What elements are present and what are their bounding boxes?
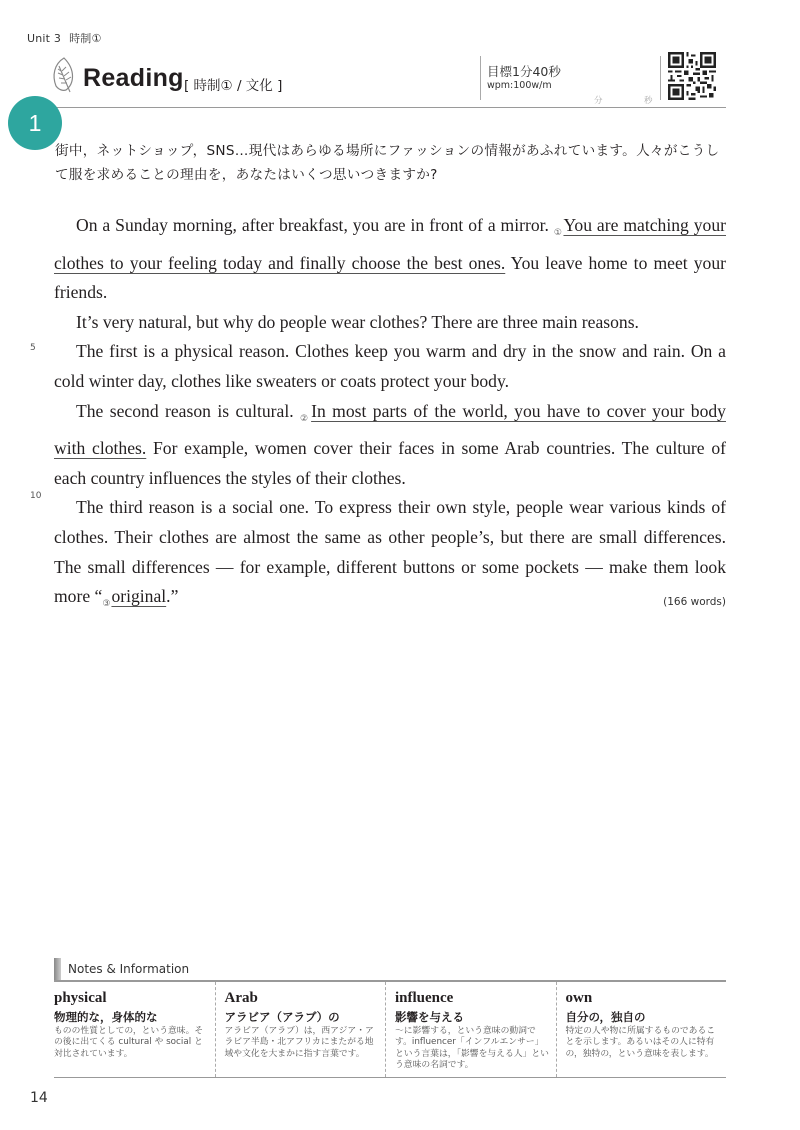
minutes-label: 分 bbox=[594, 96, 603, 106]
reading-title: Reading bbox=[83, 64, 184, 92]
underlined-word-3: original bbox=[111, 586, 167, 607]
note-word: Arab bbox=[224, 989, 258, 1006]
underlined-sentence-2: In most parts of the world, you have to cover your body with clothes. bbox=[54, 400, 726, 459]
unit-topic: 時制① bbox=[69, 32, 102, 45]
note-item bbox=[54, 982, 216, 1077]
target-wpm: wpm:100w/m bbox=[487, 80, 552, 91]
reading-subtitle: [ 時制① / 文化 ] bbox=[184, 78, 283, 94]
note-item bbox=[386, 982, 557, 1077]
note-gloss: 自分の，独自の bbox=[565, 1009, 646, 1024]
leaf-icon bbox=[50, 56, 78, 96]
note-word: physical bbox=[54, 989, 107, 1006]
target-time-box bbox=[480, 56, 660, 106]
target-time: 目標1分40秒 bbox=[487, 64, 561, 79]
note-description: 特定の人や物に所属するものであることを示します。あるいはその人に特有の，独特の，という意味を表します。 bbox=[565, 1025, 716, 1059]
note-description: アラビア（アラブ）は，西アジア・アラビア半島・北アフリカにまたがる地域や文化を大まかに指す言葉です。 bbox=[224, 1025, 374, 1059]
unit-number: Unit 3 bbox=[27, 32, 62, 45]
note-item bbox=[216, 982, 387, 1077]
qr-separator bbox=[660, 56, 661, 100]
notes-grid bbox=[54, 982, 726, 1078]
section-number-badge: 1 bbox=[8, 96, 62, 150]
paragraph-3: The first is a physical reason. Clothes keep you warm and dry in the snow and rain. On a cold winter day, clothes like sweaters or coats protect your body. bbox=[54, 341, 726, 391]
note-gloss: 影響を与える bbox=[395, 1009, 464, 1024]
note-word: influence bbox=[395, 989, 454, 1006]
line-number-5: 5 bbox=[30, 343, 36, 353]
reading-header bbox=[50, 52, 726, 108]
seconds-label: 秒 bbox=[644, 96, 653, 106]
marker-3: ③ bbox=[102, 599, 111, 610]
notes-heading: Notes & Information bbox=[54, 958, 726, 980]
line-number-10: 10 bbox=[30, 491, 42, 501]
note-gloss: アラビア（アラブ）の bbox=[224, 1009, 340, 1024]
paragraph-4: The second reason is cultural. $_②$In most parts of the world, you have to cover your body with clothes. For example, women cover their faces in some Arab countries. The culture of each country influences the styles of their clothes. bbox=[54, 400, 726, 488]
page-number: 14 bbox=[30, 1090, 48, 1106]
notes-section bbox=[54, 958, 726, 1078]
reading-passage bbox=[54, 211, 726, 620]
word-count: (166 words) bbox=[663, 596, 726, 609]
note-gloss: 物理的な，身体的な bbox=[54, 1009, 158, 1024]
note-item bbox=[557, 982, 727, 1077]
note-description: ものの性質としての，という意味。その後に出てくる cultural や social と対比されています。 bbox=[54, 1025, 204, 1059]
note-word: own bbox=[565, 989, 593, 1006]
paragraph-5: The third reason is a social one. To express their own style, people wear various kinds of clothes. Their clothes are almost the same as other people’s, but there are small differences. The small differences — for example, different buttons or some pockets — make them look more “$_③original$.” (166 words) bbox=[54, 493, 726, 619]
note-description: ～に影響する，という意味の動詞です。influencer「インフルエンサー」という言葉は，「影響を与える人」という意味の名詞です。 bbox=[395, 1025, 549, 1070]
header-divider bbox=[50, 107, 726, 109]
qr-code-icon[interactable] bbox=[668, 52, 716, 100]
underlined-sentence-1: You are matching your clothes to your feeling today and finally choose the best ones. bbox=[54, 215, 726, 273]
marker-2: ② bbox=[300, 413, 311, 424]
paragraph-1: On a Sunday morning, after breakfast, you are in front of a mirror. $_①$You are matching your clothes to your feeling today and finally choose the best ones. You leave home to meet your friends. bbox=[54, 215, 726, 303]
marker-1: ① bbox=[553, 228, 563, 238]
intro-text: 街中，ネットショップ，SNS…現代はあらゆる場所にファッションの情報があふれています。人々がこうして服を求めることの理由を，あなたはいくつ思いつきますか? bbox=[55, 143, 720, 183]
paragraph-2: It’s very natural, but why do people wear clothes? There are three main reasons. bbox=[76, 311, 639, 332]
unit-label bbox=[27, 30, 102, 46]
